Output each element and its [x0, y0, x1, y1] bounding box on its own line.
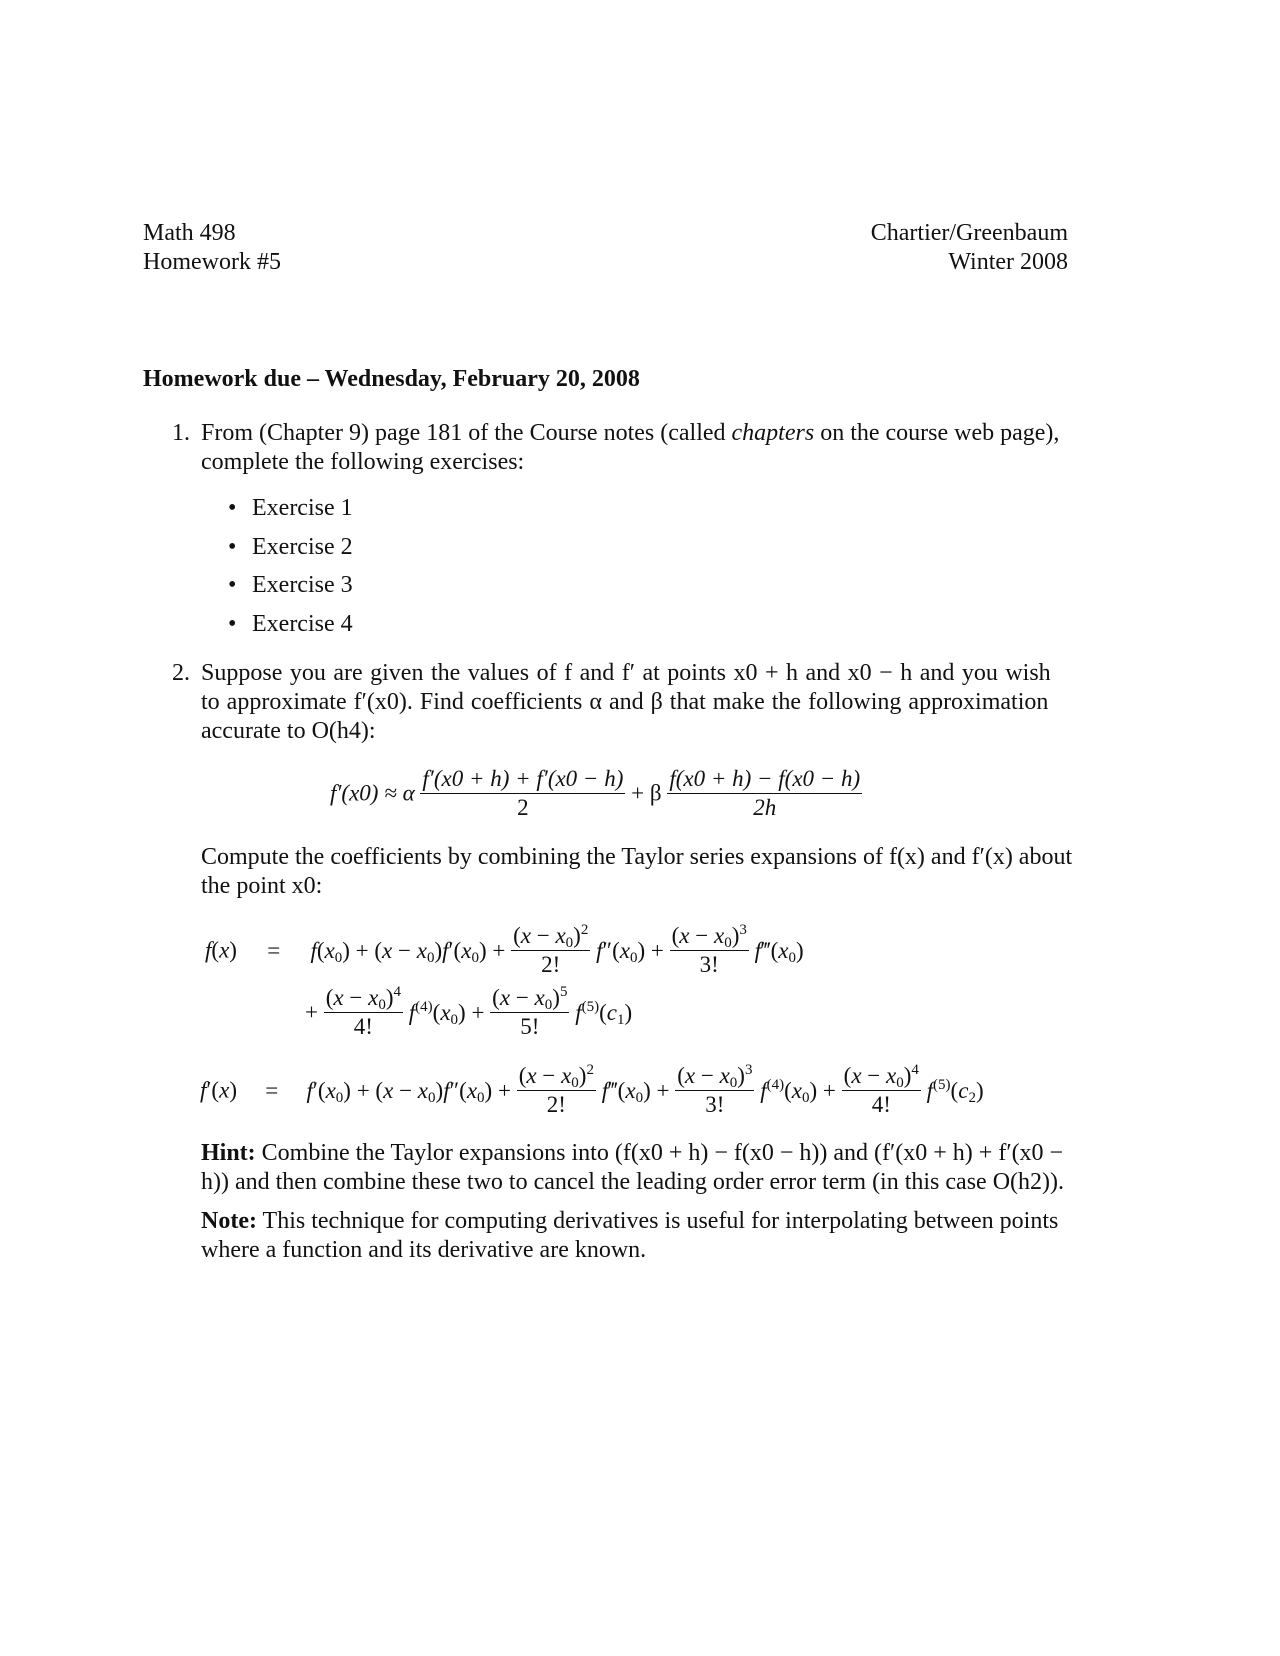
- assignment-number: Homework #5: [143, 249, 281, 275]
- problem-1-text-b: on the course web page),: [814, 420, 1060, 446]
- problem-1-text-line2: complete the following exercises:: [201, 449, 525, 475]
- approx-lhs: f′(x0) ≈ α: [330, 780, 415, 806]
- exercise-label: Exercise 2: [252, 533, 353, 560]
- approx-fraction-2: [667, 765, 862, 822]
- problem-1-number: 1.: [172, 420, 190, 446]
- problem-1-text-em: chapters: [731, 420, 815, 446]
- list-item: [228, 609, 353, 648]
- fraction-numerator: f(x0 + h) − f(x0 − h): [667, 765, 862, 794]
- hint-label: Hint:: [201, 1140, 256, 1166]
- taylor-f-line2: + $\frac{(x - x_0)^4}{4!}$ $f^{(4)}(x_0)$ + $\frac{(x - x_0)^5}{5!}$ $f^{(5)}(c_1)$: [305, 984, 633, 1039]
- note-line1: [201, 1206, 1058, 1236]
- list-item: [228, 532, 353, 571]
- compute-line1: Compute the coefficients by combining the Taylor series expansions of f(x) and f′(x) about: [201, 844, 1073, 870]
- hint-text-1: Combine the Taylor expansions into (f(x0 + h) − f(x0 − h)) and (f′(x0 + h) + f′(x0 −: [261, 1140, 1064, 1166]
- term: Winter 2008: [948, 249, 1068, 275]
- problem-2-number: 2.: [172, 660, 190, 686]
- course-name: Math 498: [143, 220, 236, 246]
- note-text-1: This technique for computing derivatives is useful for interpolating between points: [262, 1208, 1059, 1234]
- problem-1-text-a: From (Chapter 9) page 181 of the Course notes (called: [201, 420, 732, 446]
- note-line2: where a function and its derivative are known.: [201, 1237, 647, 1263]
- problem-1-text-line1: [201, 418, 1068, 448]
- fraction-denominator: 2h: [753, 795, 777, 820]
- bullet-icon: •: [228, 495, 237, 521]
- approx-mid: + β: [631, 780, 662, 806]
- problem-2-intro-line3: accurate to O(h4):: [201, 718, 376, 744]
- exercise-label: Exercise 1: [252, 495, 353, 521]
- instructors: Chartier/Greenbaum: [870, 220, 1068, 246]
- bullet-icon: •: [228, 572, 237, 598]
- list-item: [228, 570, 353, 609]
- bullet-icon: •: [228, 610, 237, 637]
- hint-line2: h)) and then combine these two to cancel the leading order error term (in this case O(h2)).: [201, 1169, 1065, 1195]
- problem-2-intro-line1: Suppose you are given the values of f and f′ at points x0 + h and x0 − h and you wish: [201, 660, 1051, 686]
- fraction-denominator: 2: [517, 795, 529, 820]
- list-item: [228, 493, 353, 532]
- bullet-icon: •: [228, 533, 237, 560]
- taylor-fprime: $f'(x) = f'(x_0) + (x - x_0)f''(x_0)$ + $\frac{(x - x_0)^2}{2!}$ $f‴(x_0)$ + $\frac{(x - x_0)^3}{3!}$ $f^{(4)}(x_0)$ + $\frac{(x - x_0)^4}{4!}$ $f^{(5)}(c_2)$: [200, 1062, 984, 1117]
- approx-fraction-1: [420, 765, 625, 822]
- exercise-label: Exercise 4: [252, 610, 353, 637]
- compute-line2: the point x0:: [201, 873, 323, 899]
- exercise-list: [228, 493, 353, 647]
- approximation-formula: [330, 765, 862, 822]
- fraction-numerator: f′(x0 + h) + f′(x0 − h): [420, 765, 625, 794]
- taylor-f-line1: $f(x) = f(x_0) + (x - x_0)f'(x_0)$ + $\frac{(x - x_0)^2}{2!}$ $f''(x_0)$ + $\frac{(x - x_0)^3}{3!}$ $f‴(x_0)$: [205, 922, 804, 977]
- problem-2-intro-line2: to approximate f′(x0). Find coefficients α and β that make the following approximation: [201, 689, 1049, 715]
- note-label: Note:: [201, 1208, 257, 1234]
- exercise-label: Exercise 3: [252, 572, 353, 598]
- hint-line1: [201, 1138, 1063, 1168]
- due-heading: Homework due – Wednesday, February 20, 2008: [143, 366, 640, 392]
